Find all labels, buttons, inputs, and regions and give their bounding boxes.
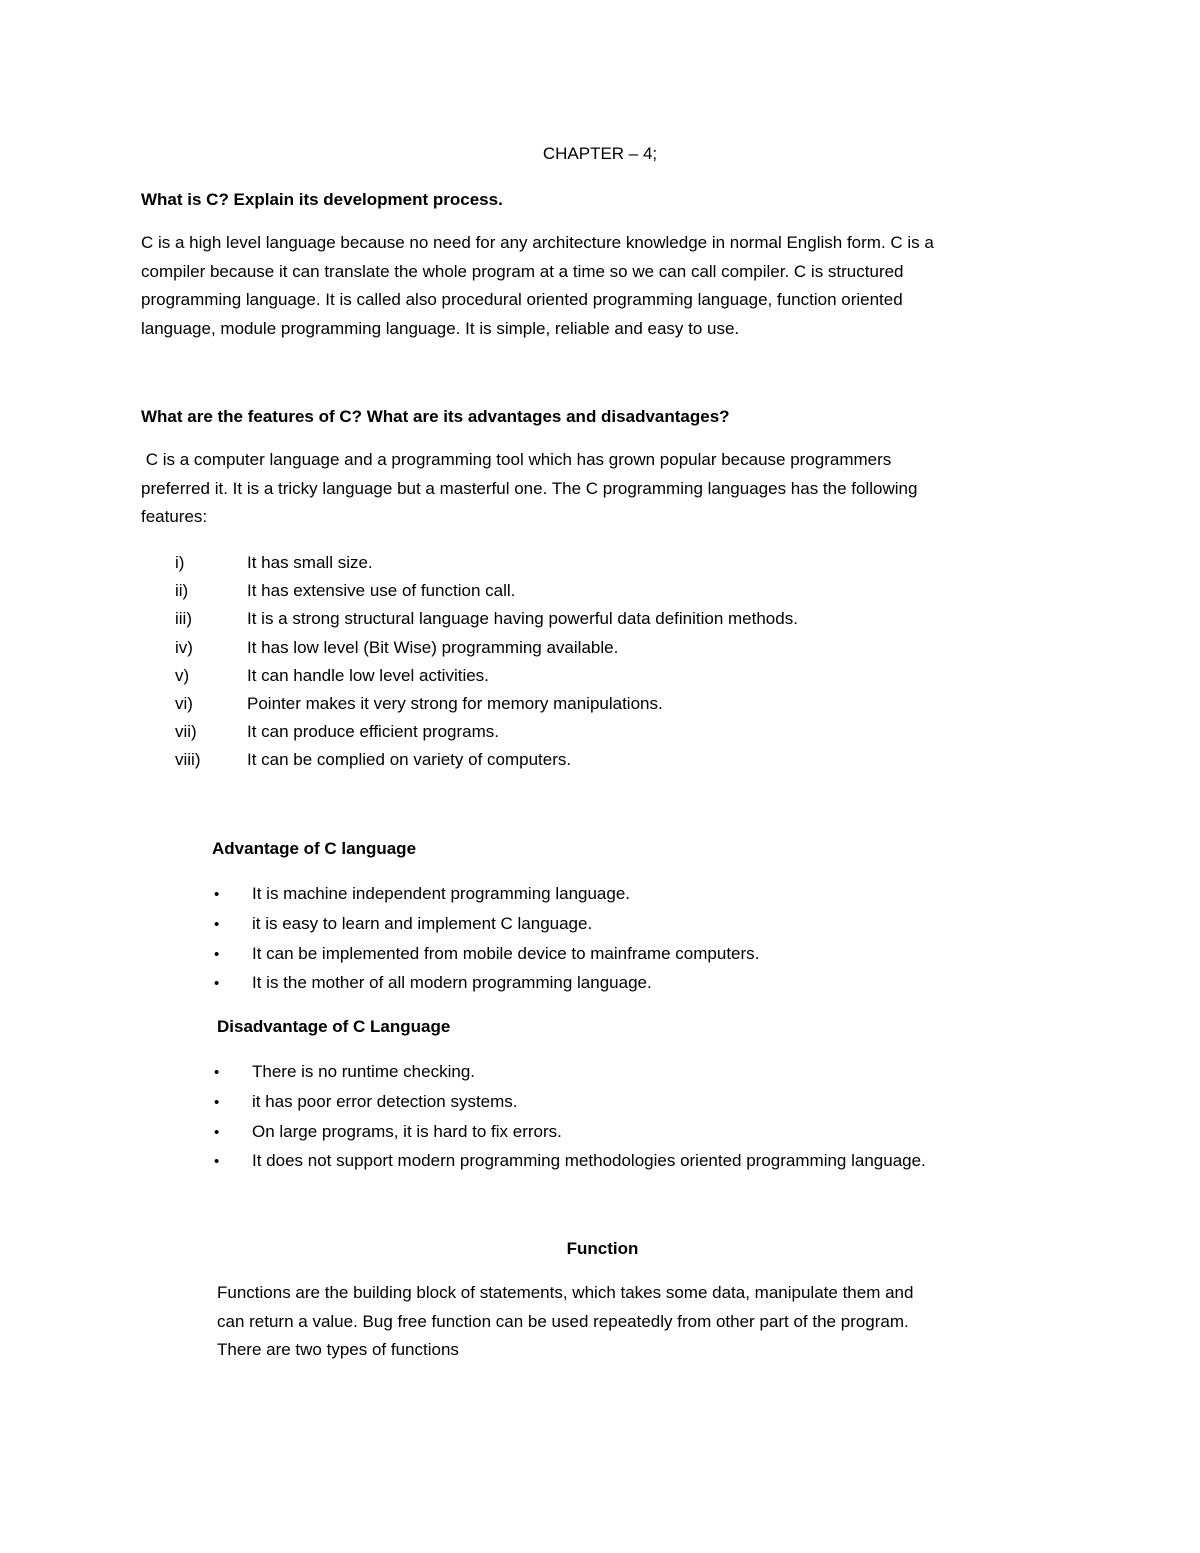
list-text: It can produce efficient programs. — [247, 722, 499, 742]
list-item — [175, 746, 798, 774]
list-item — [214, 1087, 926, 1117]
list-text: it is easy to learn and implement C language. — [252, 913, 593, 933]
list-text: It is machine independent programming language. — [252, 884, 631, 903]
list-text: It does not support modern programming methodologies oriented programming language. — [252, 1151, 926, 1171]
disadvantages-heading: Disadvantage of C Language — [217, 1017, 451, 1036]
list-text: It has low level (Bit Wise) programming available. — [247, 637, 619, 657]
paragraph-line: C is a high level language because no need for any architecture knowledge in normal English form. C is a — [141, 233, 934, 252]
list-text: It can be implemented from mobile device to mainframe computers. — [252, 943, 760, 963]
list-item — [214, 1117, 926, 1147]
list-item — [175, 690, 798, 718]
list-text: On large programs, it is hard to fix errors. — [252, 1121, 562, 1141]
list-item — [175, 718, 798, 746]
advantages-heading: Advantage of C language — [212, 839, 417, 858]
bullet-icon: • — [214, 886, 220, 903]
list-number: i) — [175, 553, 185, 572]
list-text: It can be complied on variety of computers. — [247, 750, 572, 770]
paragraph-line: Functions are the building block of statements, which takes some data, manipulate them and — [217, 1283, 914, 1302]
bullet-icon: • — [214, 1093, 220, 1111]
bullet-icon: • — [214, 1123, 220, 1141]
bullet-icon: • — [214, 975, 220, 993]
list-item — [214, 1146, 926, 1176]
bullet-icon: • — [214, 945, 220, 963]
section2-paragraph — [141, 446, 1056, 532]
paragraph-line: can return a value. Bug free function can be used repeatedly from other part of the program. — [217, 1311, 909, 1331]
list-item — [175, 605, 798, 633]
list-item — [214, 879, 759, 909]
list-number: vi) — [175, 693, 193, 713]
advantages-list — [214, 879, 759, 998]
list-text: It has small size. — [247, 553, 373, 572]
disadvantages-list — [214, 1057, 926, 1176]
section1-paragraph — [141, 229, 1056, 344]
section2-heading: What are the features of C? What are its advantages and disadvantages? — [141, 407, 730, 426]
list-text: It is the mother of all modern programming language. — [252, 973, 652, 993]
list-number: vii) — [175, 722, 197, 742]
chapter-title: CHAPTER – 4; — [542, 144, 658, 163]
paragraph-line: C is a computer language and a programming tool which has grown popular because programmers — [141, 450, 892, 469]
list-text: It is a strong structural language having powerful data definition methods. — [247, 609, 798, 629]
list-number: iii) — [175, 609, 192, 629]
list-number: v) — [175, 665, 190, 685]
function-paragraph — [217, 1279, 1077, 1365]
list-text: There is no runtime checking. — [252, 1062, 475, 1081]
list-item — [175, 634, 798, 662]
paragraph-line: preferred it. It is a tricky language but a masterful one. The C programming languages has the following — [141, 478, 918, 498]
list-item — [214, 968, 759, 998]
list-item — [214, 939, 759, 969]
paragraph-line: There are two types of functions — [217, 1340, 459, 1360]
list-number: iv) — [175, 637, 193, 657]
bullet-icon: • — [214, 915, 220, 933]
list-text: It can handle low level activities. — [247, 665, 489, 685]
bullet-icon: • — [214, 1064, 220, 1081]
paragraph-line: programming language. It is called also procedural oriented programming language, function oriented — [141, 290, 903, 310]
list-number: viii) — [175, 750, 201, 770]
list-item — [214, 1057, 926, 1087]
features-list — [175, 549, 798, 775]
list-item — [175, 577, 798, 605]
list-item — [175, 662, 798, 690]
bullet-icon: • — [214, 1153, 220, 1171]
list-item — [175, 549, 798, 577]
list-number: ii) — [175, 581, 189, 601]
function-heading: Function — [566, 1239, 639, 1258]
section1-heading: What is C? Explain its development process. — [141, 190, 503, 209]
paragraph-line: language, module programming language. It is simple, reliable and easy to use. — [141, 319, 740, 339]
list-text: It has extensive use of function call. — [247, 581, 516, 601]
paragraph-line: features: — [141, 507, 208, 527]
list-item — [214, 909, 759, 939]
list-text: it has poor error detection systems. — [252, 1091, 518, 1111]
paragraph-line: compiler because it can translate the whole program at a time so we can call compiler. C is structured — [141, 261, 904, 281]
list-text: Pointer makes it very strong for memory manipulations. — [247, 693, 663, 713]
